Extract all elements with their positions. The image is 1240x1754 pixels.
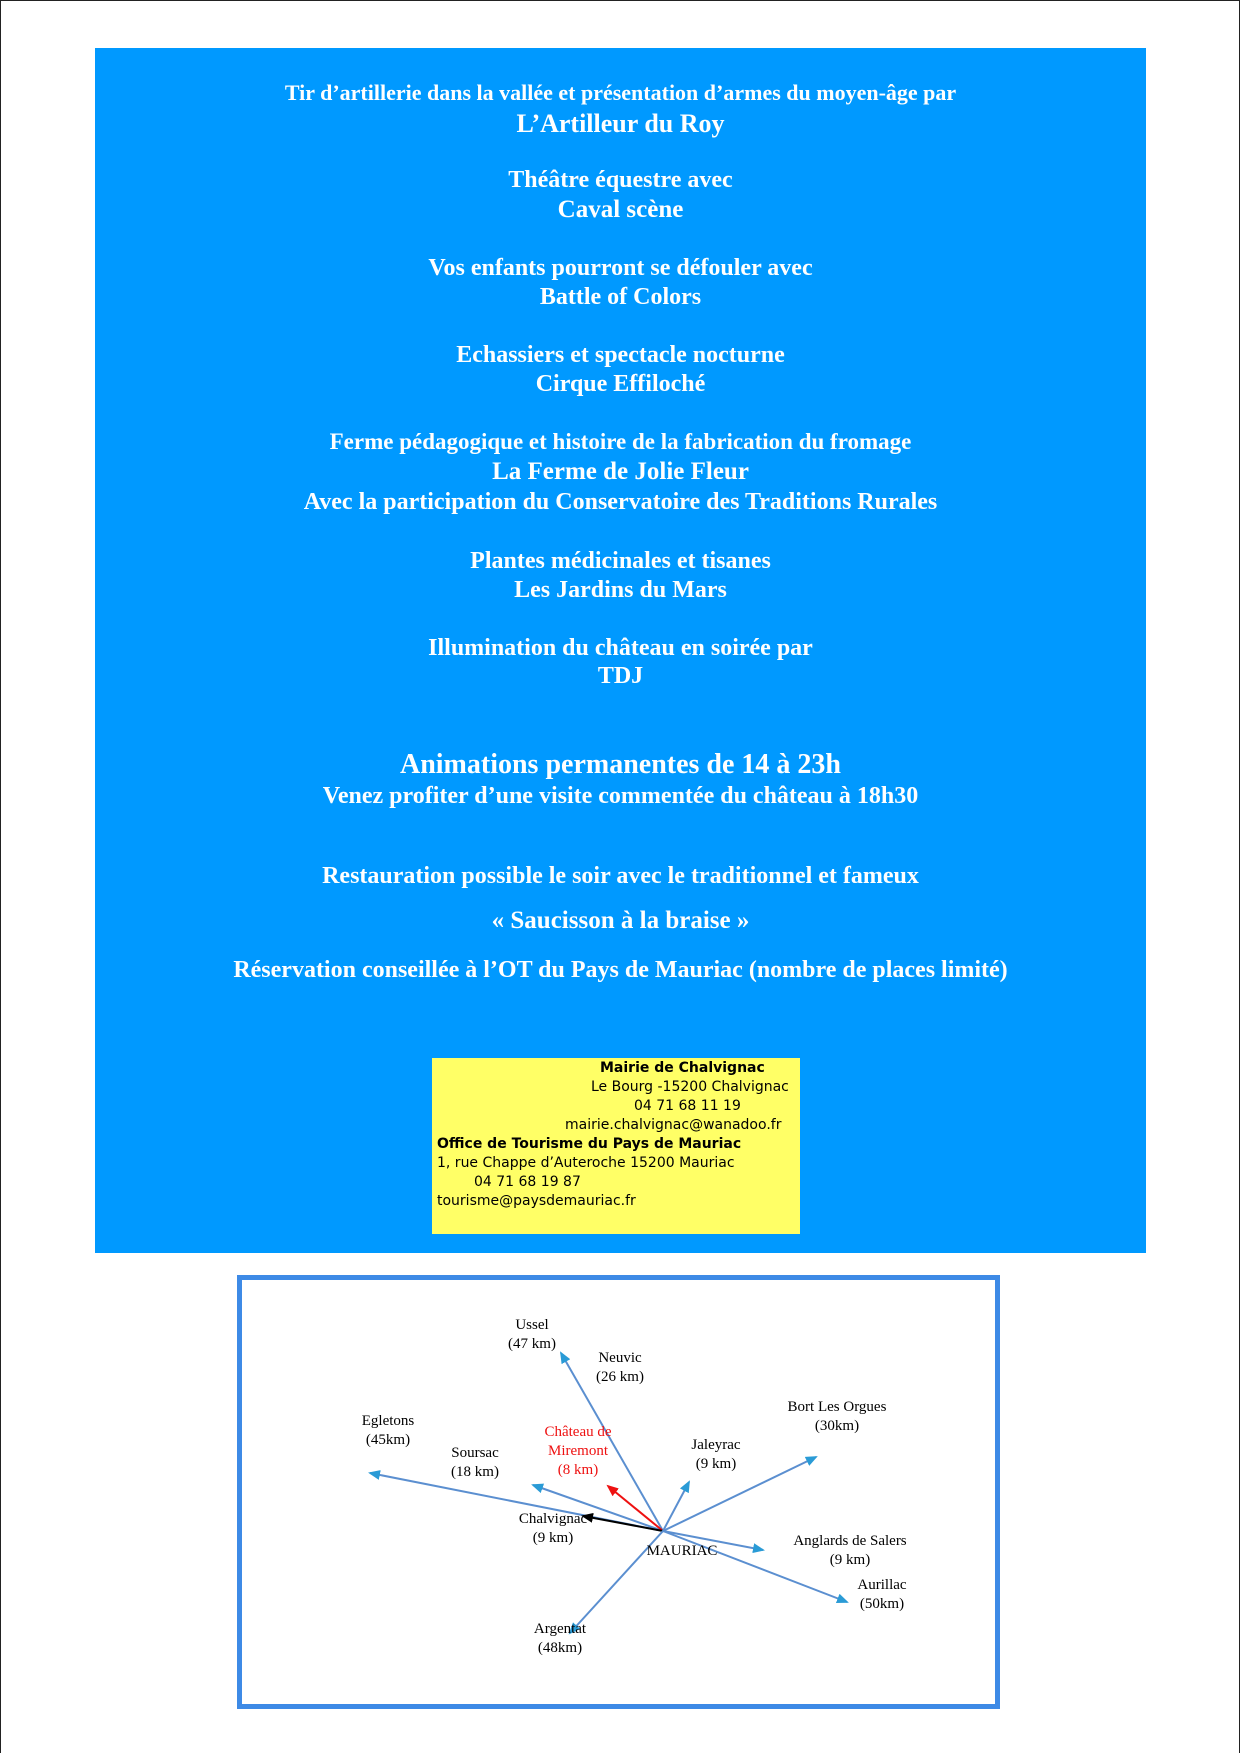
kids-intro: Vos enfants pourront se défouler avec [428,255,813,281]
label-ussel: Ussel [515,1317,549,1333]
label-argentat: Argentat [533,1621,587,1637]
plants-name: Les Jardins du Mars [514,577,727,603]
label-miremont-2: Miremont [548,1443,608,1459]
label-aurillac: Aurillac [857,1577,907,1593]
label-miremont: Château de [544,1424,612,1440]
contact-box [432,1058,800,1234]
road-bort [663,1457,816,1531]
artillery-intro: Tir d’artillerie dans la vallée et présentation d’armes du moyen-âge par [284,80,957,105]
hours-heading: Animations permanentes de 14 à 23h [399,749,841,780]
road-map [237,1275,1000,1709]
distance-miremont: (8 km) [557,1462,599,1478]
ot-phone: 04 71 68 19 87 [474,1174,581,1190]
event-panel [95,48,1146,1253]
distance-soursac: (18 km) [451,1464,499,1480]
stilts-intro: Echassiers et spectacle nocturne [456,342,785,368]
theatre-name: Caval scène [557,196,684,223]
artillery-name: L’Artilleur du Roy [516,109,725,138]
label-mauriac: MAURIAC [646,1543,718,1559]
label-bort: Bort Les Orgues [787,1399,887,1415]
farm-partner: Avec la participation du Conservatoire des Traditions Rurales [303,489,938,515]
distance-argentat: (48km) [537,1640,583,1656]
road-chalvignac [583,1516,663,1531]
theatre-intro: Théâtre équestre avec [508,167,733,193]
label-anglards: Anglards de Salers [793,1533,907,1549]
ot-email[interactable]: tourisme@paysdemauriac.fr [437,1193,636,1209]
distance-neuvic: (26 km) [596,1369,644,1385]
mairie-name: Mairie de Chalvignac [600,1060,765,1076]
stilts-name: Cirque Effiloché [535,371,706,397]
distance-egletons: (45km) [365,1432,411,1448]
distance-aurillac: (50km) [859,1596,905,1612]
distance-ussel: (47 km) [508,1336,556,1352]
illumination-name: TDJ [597,663,644,689]
farm-intro: Ferme pédagogique et histoire de la fabrication du fromage [329,429,912,454]
label-neuvic: Neuvic [598,1350,642,1366]
distance-jaleyrac: (9 km) [695,1456,737,1472]
label-jaleyrac: Jaleyrac [691,1437,741,1453]
ot-name: Office de Tourisme du Pays de Mauriac [437,1136,742,1152]
illumination-intro: Illumination du château en soirée par [428,635,813,661]
farm-name: La Ferme de Jolie Fleur [492,458,749,485]
plants-intro: Plantes médicinales et tisanes [470,548,771,574]
label-chalvignac: Chalvignac [518,1511,588,1527]
kids-name: Battle of Colors [539,284,702,310]
mairie-address: Le Bourg -15200 Chalvignac [591,1079,789,1095]
mairie-phone: 04 71 68 11 19 [634,1098,741,1114]
distance-chalvignac: (9 km) [532,1530,574,1546]
road-map-drawing [242,1280,995,1704]
mairie-email[interactable]: mairie.chalvignac@wanadoo.fr [565,1117,782,1133]
ot-address: 1, rue Chappe d’Auteroche 15200 Mauriac [437,1155,735,1171]
distance-bort: (30km) [814,1418,860,1434]
road-miremont [608,1486,663,1531]
label-egletons: Egletons [361,1413,415,1429]
food-name: « Saucisson à la braise » [491,907,750,934]
label-soursac: Soursac [451,1445,499,1461]
food-intro: Restauration possible le soir avec le traditionnel et fameux [322,863,919,889]
distance-anglards: (9 km) [829,1552,871,1568]
visit-line: Venez profiter d’une visite commentée du château à 18h30 [322,783,919,809]
reservation-line: Réservation conseillée à l’OT du Pays de Mauriac (nombre de places limité) [233,957,1008,983]
